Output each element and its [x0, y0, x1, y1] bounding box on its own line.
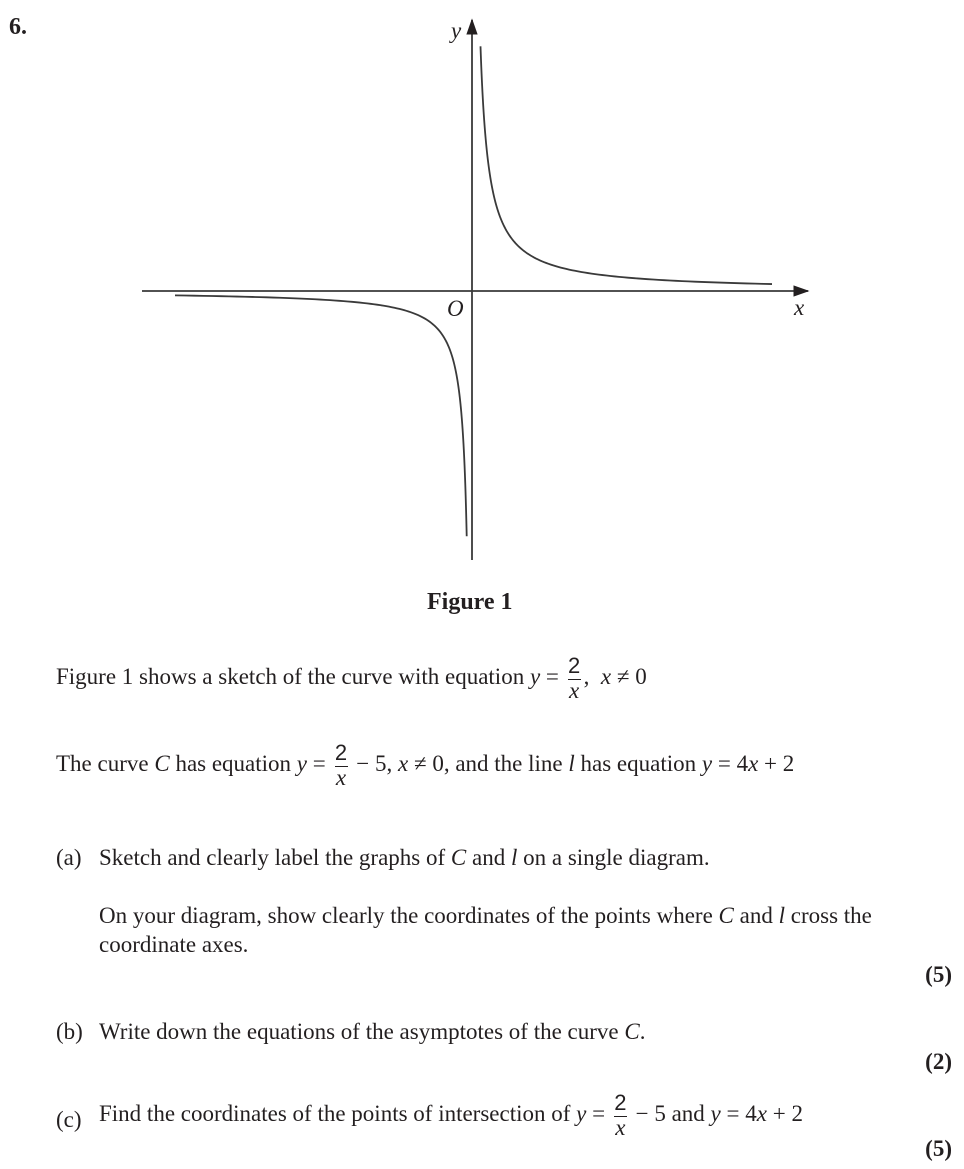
fraction: $\frac{2}{x}$ — [614, 1090, 627, 1140]
part-c-line-1: Find the coordinates of the points of intersection of y = $\frac{2}{x}$ − 5 and y = 4x + 2 — [99, 1090, 803, 1140]
part-b-line-1: Write down the equations of the asymptotes of the curve C. — [99, 1019, 646, 1044]
origin-label: O — [447, 296, 464, 321]
part-b-marks: (2) — [925, 1049, 952, 1074]
question-number: 6. — [9, 14, 27, 40]
part-c-marks: (5) — [925, 1136, 952, 1161]
x-axis-label: x — [794, 295, 805, 320]
curve-branch-negative — [175, 295, 467, 536]
part-a-line-1: Sketch and clearly label the graphs of C and l on a single diagram. — [99, 845, 710, 870]
y-axis-label: y — [451, 18, 462, 43]
part-b-label: (b) — [56, 1019, 83, 1044]
part-c-label: (c) — [56, 1107, 82, 1132]
part-a-label: (a) — [56, 845, 82, 870]
figure-caption: Figure 1 — [427, 589, 513, 615]
fraction: $\frac{2}{x}$ — [334, 740, 348, 790]
part-a-line-2: On your diagram, show clearly the coordinates of the points where C and l cross the — [99, 903, 872, 928]
part-a-line-3: coordinate axes. — [99, 932, 249, 957]
intro-line-1: Figure 1 shows a sketch of the curve with equation y = $\frac{2}{x}$ , x ≠ 0 — [56, 653, 647, 703]
part-a-marks: (5) — [925, 962, 952, 987]
curve-branch-positive — [481, 46, 773, 284]
intro-line-2: The curve C has equation y = $\frac{2}{x}$ − 5, x ≠ 0, and the line l has equation y = 4x + 2 — [56, 740, 795, 790]
fraction: $\frac{2}{x}$ — [568, 653, 581, 703]
